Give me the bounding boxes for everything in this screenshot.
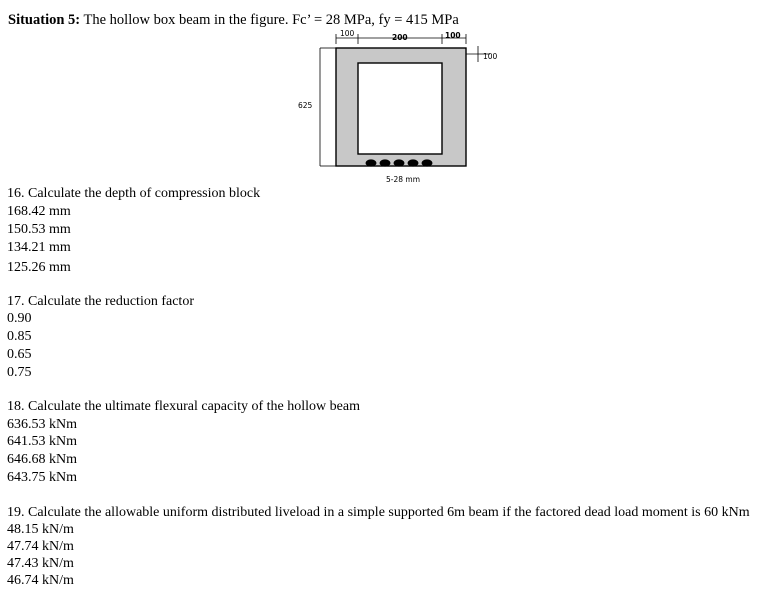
q17-option-b: 0.85	[7, 329, 32, 344]
rebar	[380, 159, 391, 166]
dim-top-flange: 100	[483, 52, 498, 61]
question-18: 18. Calculate the ultimate flexural capacity of the hollow beam	[7, 399, 360, 414]
q18-option-b: 641.53 kNm	[7, 434, 77, 449]
q17-option-d: 0.75	[7, 365, 32, 380]
question-19: 19. Calculate the allowable uniform distributed liveload in a simple supported 6m beam if the factored dead load moment is 60 kNm	[7, 505, 750, 520]
q16-option-d: 125.26 mm	[7, 260, 71, 275]
situation-title	[8, 12, 459, 29]
situation-label: Situation 5:	[8, 12, 81, 28]
q18-option-a: 636.53 kNm	[7, 417, 77, 432]
situation-text: The hollow box beam in the figure. Fc’ = 28 MPa, fy = 415 MPa	[83, 12, 459, 28]
q16-option-b: 150.53 mm	[7, 222, 71, 237]
q18-option-c: 646.68 kNm	[7, 452, 77, 467]
q19-option-a: 48.15 kN/m	[7, 522, 74, 537]
hollow-box-beam-figure	[290, 30, 510, 190]
q16-option-c: 134.21 mm	[7, 240, 71, 255]
dim-inner-width: 200	[392, 33, 408, 42]
rebar	[422, 159, 433, 166]
dim-right-flange: 100	[445, 31, 461, 40]
rebar-label: 5-28 mm	[386, 175, 421, 184]
q18-option-d: 643.75 kNm	[7, 470, 77, 485]
q19-option-c: 47.43 kN/m	[7, 556, 74, 571]
rebar	[394, 159, 405, 166]
q17-option-c: 0.65	[7, 347, 32, 362]
dim-left-flange: 100	[340, 30, 355, 38]
rebar	[408, 159, 419, 166]
rebar	[366, 159, 377, 166]
dim-height: 625	[298, 101, 313, 110]
q16-option-a: 168.42 mm	[7, 204, 71, 219]
q19-option-d: 46.74 kN/m	[7, 573, 74, 588]
question-17: 17. Calculate the reduction factor	[7, 294, 194, 309]
q17-option-a: 0.90	[7, 311, 32, 326]
q19-option-b: 47.74 kN/m	[7, 539, 74, 554]
beam-hollow-void	[358, 63, 442, 154]
question-16: 16. Calculate the depth of compression block	[7, 186, 261, 201]
